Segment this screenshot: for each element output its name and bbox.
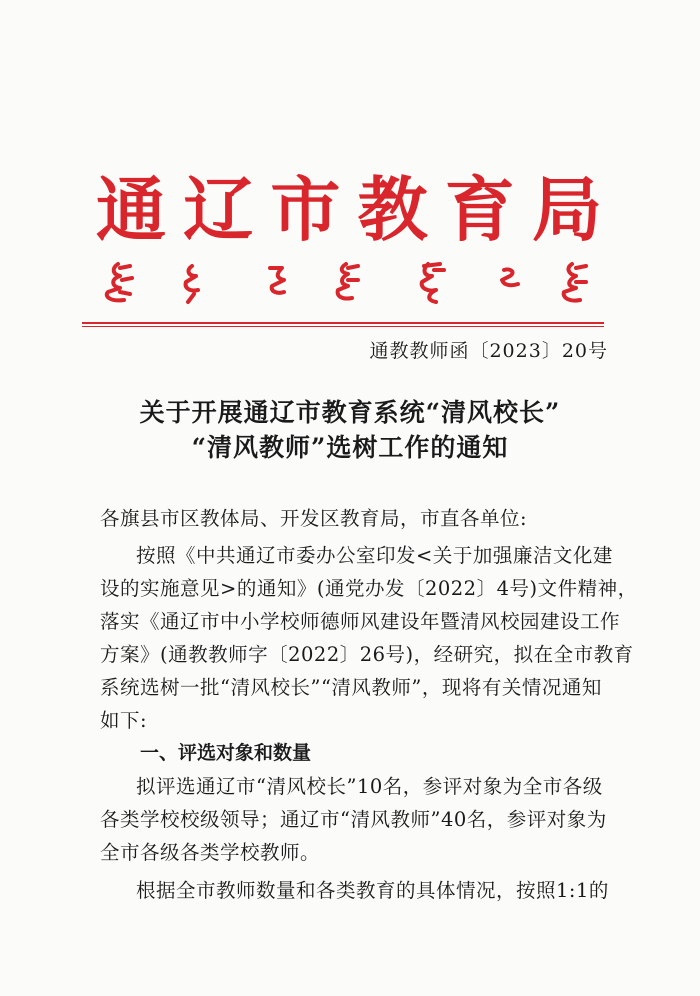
paragraph-1-line: 按照《中共通辽市委办公室印发<关于加强廉洁文化建 xyxy=(136,544,613,567)
document-title-line-1: 关于开展通辽市教育系统“清风校长” xyxy=(139,398,561,427)
paragraph-1-line: 设的实施意见>的通知》(通党办发〔2022〕4号)文件精神， xyxy=(100,577,638,600)
document-title-line-2: “清风教师”选树工作的通知 xyxy=(191,433,509,462)
masthead-char: 局 xyxy=(531,169,602,251)
header-rule-thick xyxy=(82,322,604,324)
masthead-char: 辽 xyxy=(183,169,254,251)
mongolian-script-graphic xyxy=(90,258,610,306)
masthead-org-name xyxy=(70,170,630,250)
paragraph-2-line: 各类学校校级领导；通辽市“清风教师”40名，参评对象为 xyxy=(100,808,607,831)
paragraph-1-line: 如下: xyxy=(100,709,148,732)
section-1-heading: 一、评选对象和数量 xyxy=(140,742,312,764)
mongolian-script-line xyxy=(90,258,610,306)
paragraph-2-line: 全市各级各类学校教师。 xyxy=(100,841,321,864)
paragraph-1-line: 落实《通辽市中小学校师德师风建设年暨清风校园建设工作 xyxy=(100,610,621,633)
masthead-char: 通 xyxy=(96,169,166,251)
salutation: 各旗县市区教体局、开发区教育局，市直各单位: xyxy=(100,507,528,530)
paragraph-3-line: 根据全市教师数量和各类教育的具体情况，按照1:1的 xyxy=(136,879,609,902)
paragraph-1-line: 方案》(通教教师字〔2022〕26号)，经研究，拟在全市教育 xyxy=(100,643,634,666)
header-rule-thin xyxy=(82,326,604,327)
document-number: 通教教师函〔2023〕20号 xyxy=(369,340,608,362)
masthead-char: 市 xyxy=(270,169,341,251)
masthead-char: 育 xyxy=(444,169,515,251)
paragraph-1-line: 系统选树一批“清风校长”“清风教师”，现将有关情况通知 xyxy=(100,676,602,699)
paragraph-2-line: 拟评选通辽市“清风校长”10名，参评对象为全市各级 xyxy=(136,775,603,798)
masthead-char: 教 xyxy=(357,169,428,251)
